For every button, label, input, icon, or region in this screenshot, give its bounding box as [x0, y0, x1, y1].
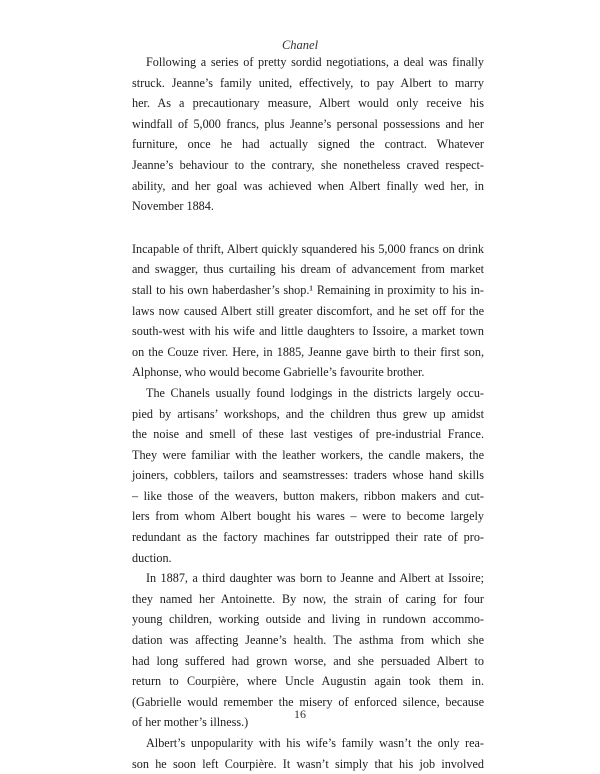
text-line: her. As a precautionary measure, Albert would only receive his — [132, 96, 484, 111]
paragraph — [132, 383, 484, 568]
text-line: laws now caused Albert still greater discomfort, and he set off for the — [132, 303, 484, 318]
text-line: pied by artisans’ workshops, and the children thus grew up amidst — [132, 406, 484, 421]
paragraph — [132, 239, 484, 383]
text-line: Following a series of pretty sordid negotiations, a deal was finally — [146, 55, 484, 69]
text-line: (Gabrielle would remember the misery of enforced silence, because — [132, 694, 484, 709]
paragraph — [132, 733, 484, 774]
text-line: dation was affecting Jeanne’s health. The asthma from which she — [132, 633, 484, 648]
text-line: stall to his own haberdasher’s shop.¹ Remaining in proximity to his in- — [132, 282, 484, 297]
text-line: furniture, once he had actually signed the contract. Whatever — [132, 137, 484, 152]
section-break — [132, 217, 484, 239]
text-line: struck. Jeanne’s family united, effectively, to pay Albert to marry — [132, 75, 484, 90]
text-line: Jeanne’s behaviour to the contrary, she nonetheless craved respect- — [132, 157, 484, 172]
text-line: on the Couze river. Here, in 1885, Jeanne gave birth to their first son, — [132, 344, 484, 359]
text-line: south-west with his wife and little daughters to Issoire, a market town — [132, 324, 484, 339]
text-line: redundant as the factory machines far outstripped their rate of pro- — [132, 530, 484, 545]
text-line: son he soon left Courpière. It wasn’t simply that his job involved — [132, 756, 484, 771]
text-line: November 1884. — [132, 199, 214, 214]
text-line: lers from whom Albert bought his wares – were to become largely — [132, 509, 484, 524]
text-line: – like those of the weavers, button makers, ribbon makers and cut- — [132, 488, 484, 503]
text-line: In 1887, a third daughter was born to Jeanne and Albert at Issoire; — [146, 571, 484, 586]
text-line: They were familiar with the leather workers, the candle makers, the — [132, 447, 484, 462]
text-line: Albert’s unpopularity with his wife’s family wasn’t the only rea- — [146, 736, 484, 750]
text-line: of her mother’s illness.) — [132, 715, 249, 730]
text-line: the noise and smell of these last vestiges of pre-industrial France. — [132, 427, 484, 442]
page-number: 16 — [294, 707, 306, 721]
body-text — [132, 52, 484, 774]
text-line: ability, and her goal was achieved when Albert finally wed her, in — [132, 178, 484, 193]
text-line: windfall of 5,000 francs, plus Jeanne’s personal possessions and her — [132, 116, 484, 131]
running-head: Chanel — [281, 38, 319, 52]
text-line: duction. — [132, 550, 172, 565]
text-line: return to Courpière, where Uncle Augustin again took them in. — [132, 674, 484, 689]
text-line: young children, working outside and living in rundown accommo- — [132, 612, 484, 627]
paragraph — [132, 52, 484, 217]
text-line: they named her Antoinette. By now, the strain of caring for four — [132, 591, 484, 606]
text-line: The Chanels usually found lodgings in the districts largely occu- — [146, 385, 484, 400]
text-line: Incapable of thrift, Albert quickly squandered his 5,000 francs on drink — [132, 241, 484, 256]
text-line: had long suffered had grown worse, and she persuaded Albert to — [132, 653, 484, 668]
text-line: and swagger, thus curtailing his dream of advancement from market — [132, 262, 484, 277]
text-line: joiners, cobblers, tailors and seamstresses: traders whose hand skills — [132, 468, 484, 483]
text-line: Alphonse, who would become Gabrielle’s favourite brother. — [132, 365, 425, 380]
